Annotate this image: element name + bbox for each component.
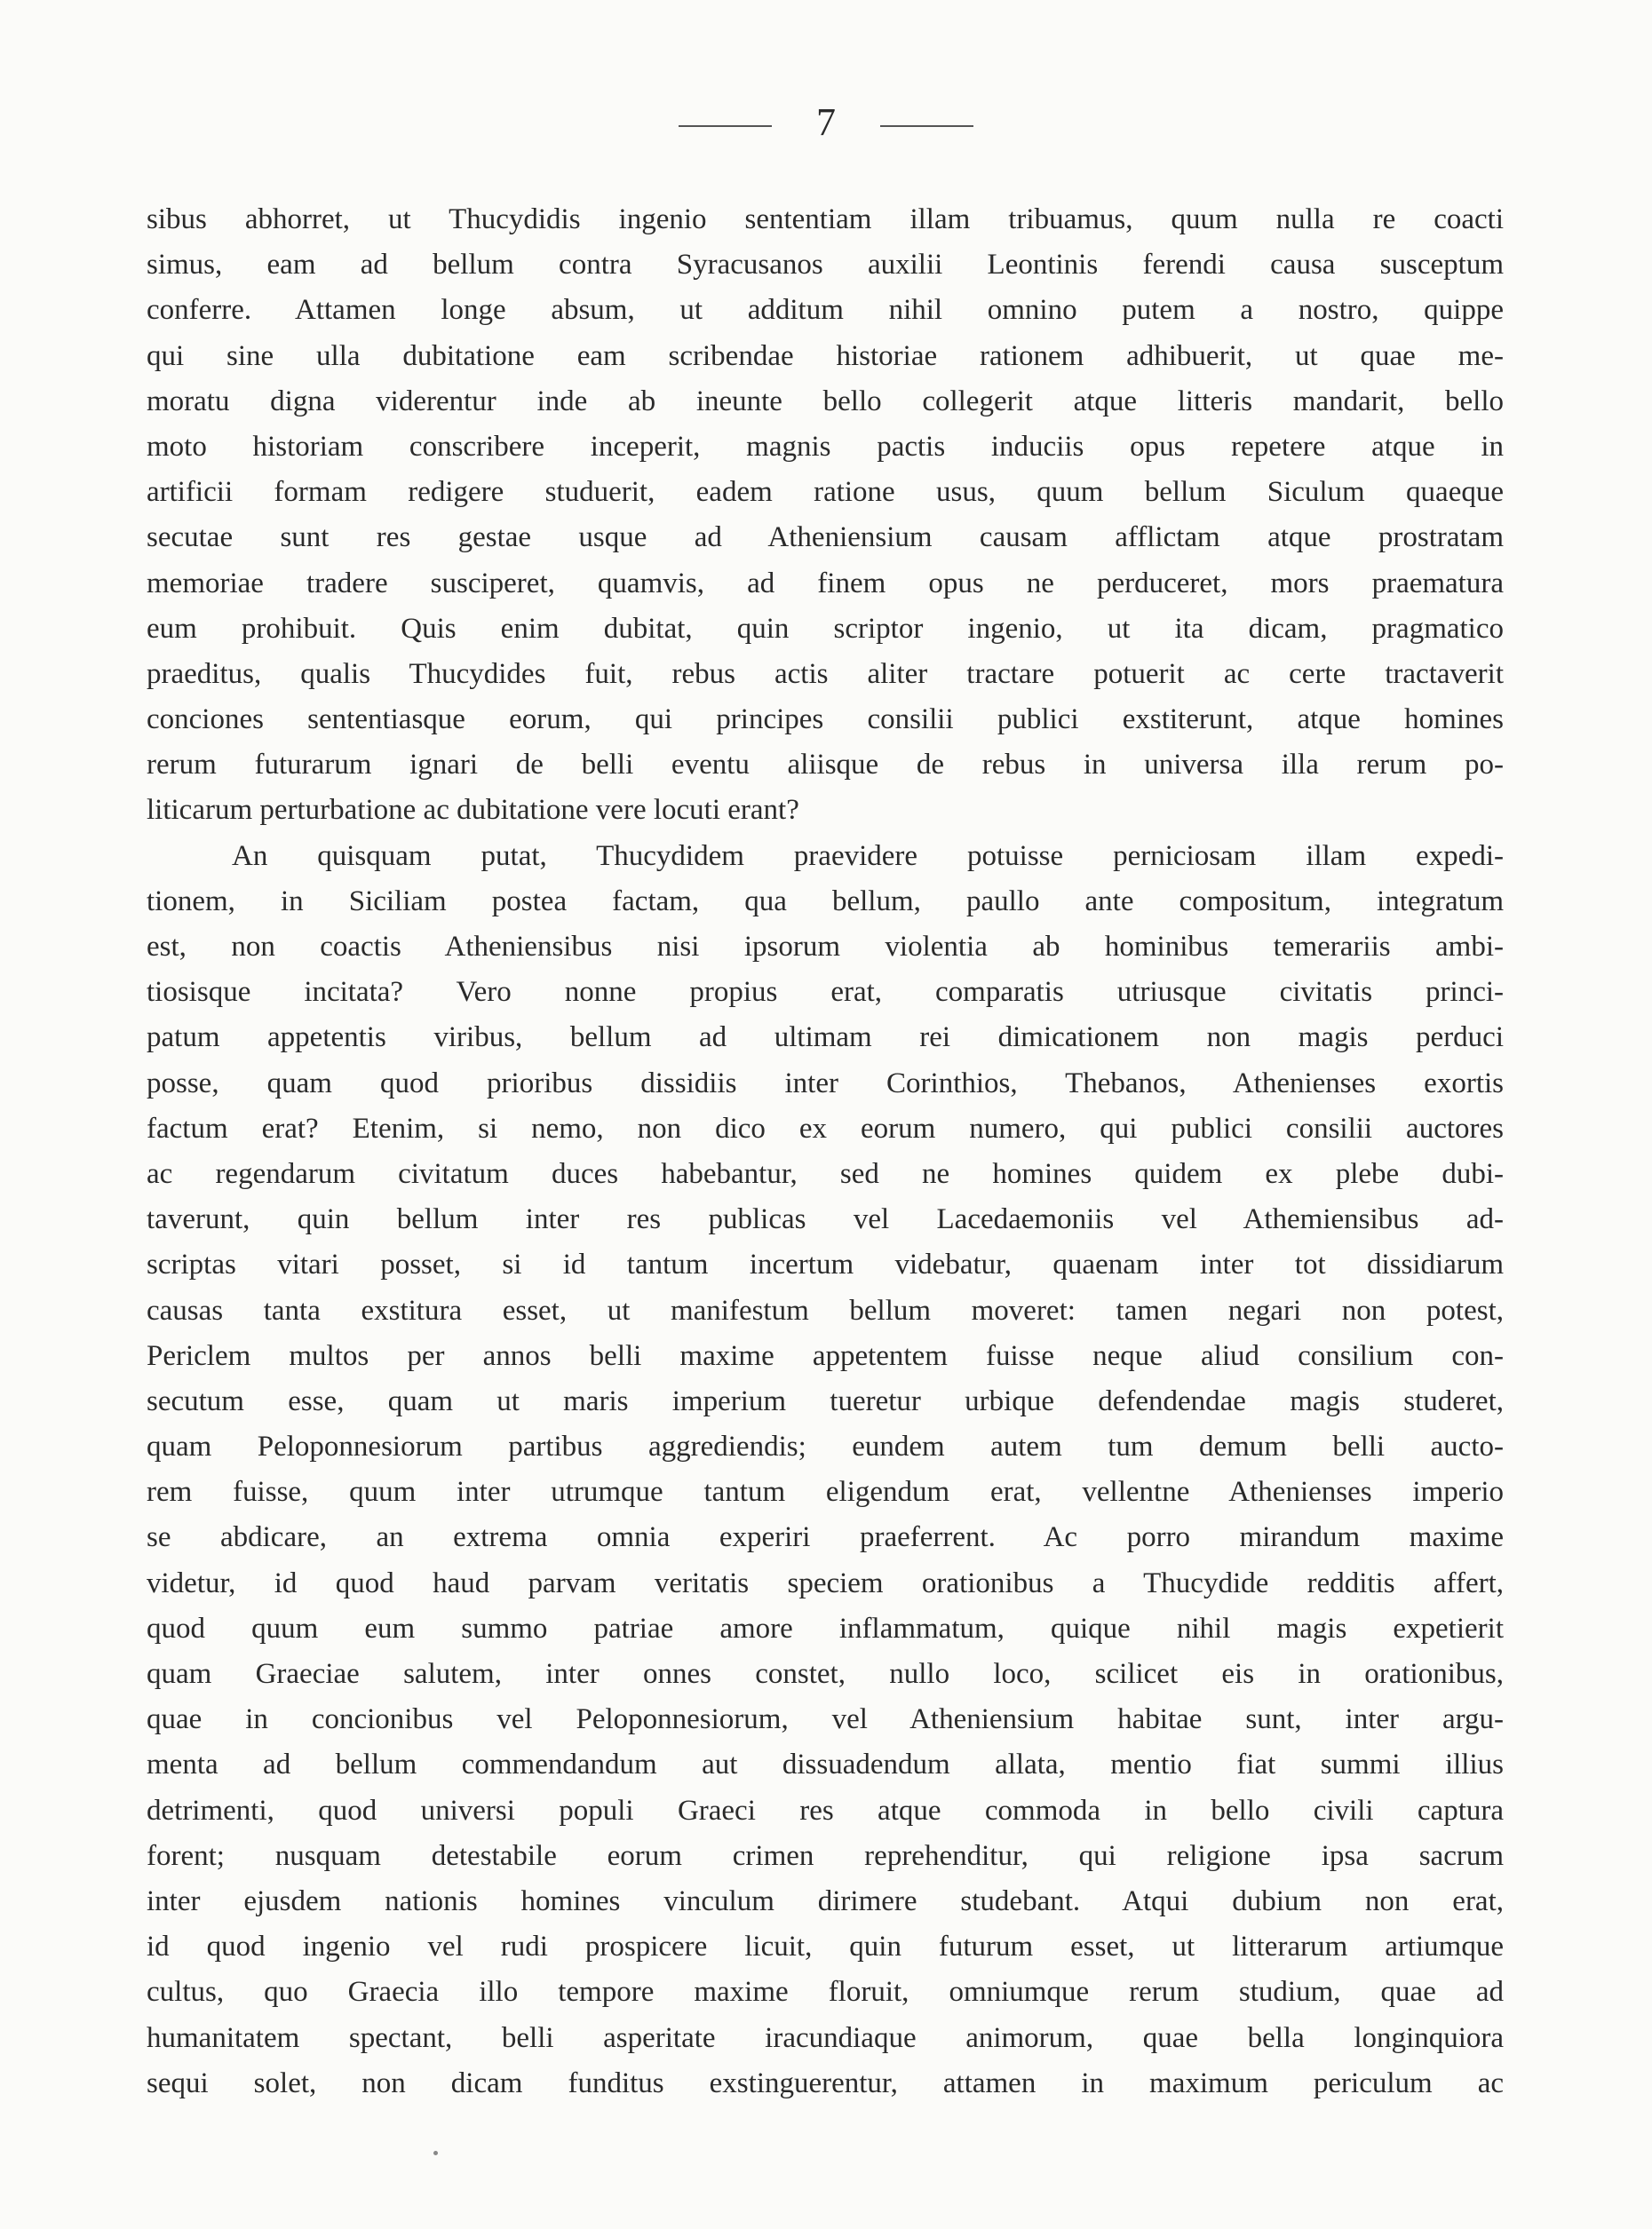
text-line: scriptas vitari posset, si id tantum incertum videbatur, quaenam inter tot dissidiarum: [147, 1249, 1504, 1281]
text-line: menta ad bellum commendandum aut dissuadendum allata, mentio fiat summi illius: [147, 1749, 1504, 1781]
text-line: secutae sunt res gestae usque ad Atheniensium causam afflictam atque prostratam: [147, 521, 1504, 554]
text-line: taverunt, quin bellum inter res publicas vel Lacedaemoniis vel Athemiensibus ad-: [147, 1203, 1504, 1236]
text-line: simus, eam ad bellum contra Syracusanos auxilii Leontinis ferendi causa susceptum: [147, 249, 1504, 282]
text-line: An quisquam putat, Thucydidem praevidere potuisse perniciosam illam expedi-: [232, 839, 1504, 872]
text-line: posse, quam quod prioribus dissidiis inter Corinthios, Thebanos, Athenienses exortis: [147, 1067, 1504, 1099]
text-line: est, non coactis Atheniensibus nisi ipsorum violentia ab hominibus temerariis ambi-: [147, 931, 1504, 963]
text-line: se abdicare, an extrema omnia experiri praeferrent. Ac porro mirandum maxime: [147, 1521, 1504, 1554]
text-line: Periclem multos per annos belli maxime appetentem fuisse neque aliud consilium con-: [147, 1339, 1504, 1372]
text-line: factum erat? Etenim, si nemo, non dico ex eorum numero, qui publici consilii auctores: [147, 1112, 1504, 1145]
body-text: [147, 197, 1504, 2106]
text-line: artificii formam redigere studuerit, eadem ratione usus, quum bellum Siculum quaeque: [147, 476, 1504, 509]
text-line: qui sine ulla dubitatione eam scribendae historiae rationem adhibuerit, ut quae me-: [147, 339, 1504, 372]
text-line: sibus abhorret, ut Thucydidis ingenio sententiam illam tribuamus, quum nulla re coacti: [147, 203, 1504, 235]
text-line: inter ejusdem nationis homines vinculum dirimere studebant. Atqui dubium non erat,: [147, 1884, 1504, 1917]
text-line: tionem, in Siciliam postea factam, qua bellum, paullo ante compositum, integratum: [147, 884, 1504, 917]
header-rule-right: [880, 125, 973, 127]
header-rule-left: [679, 125, 772, 127]
text-line: conciones sententiasque eorum, qui principes consilii publici exstiterunt, atque homines: [147, 703, 1504, 736]
text-line: quod quum eum summo patriae amore inflammatum, quique nihil magis expetierit: [147, 1612, 1504, 1645]
text-line: liticarum perturbatione ac dubitatione vere locuti erant?: [147, 794, 799, 827]
text-line: rerum futurarum ignari de belli eventu aliisque de rebus in universa illa rerum po-: [147, 749, 1504, 781]
text-line: quam Peloponnesiorum partibus aggrediendis; eundem autem tum demum belli aucto-: [147, 1431, 1504, 1464]
text-line: eum prohibuit. Quis enim dubitat, quin scriptor ingenio, ut ita dicam, pragmatico: [147, 612, 1504, 645]
print-speck: [433, 2151, 438, 2155]
text-line: moratu digna viderentur inde ab ineunte bello collegerit atque litteris mandarit, bello: [147, 385, 1504, 417]
text-line: id quod ingenio vel rudi prospicere licuit, quin futurum esset, ut litterarum artiumque: [147, 1931, 1504, 1963]
page-header: [0, 99, 1652, 145]
text-line: cultus, quo Graecia illo tempore maxime floruit, omniumque rerum studium, quae ad: [147, 1976, 1504, 2009]
text-line: quam Graeciae salutem, inter onnes constet, nullo loco, scilicet eis in orationibus,: [147, 1658, 1504, 1690]
text-line: rem fuisse, quum inter utrumque tantum eligendum erat, vellentne Athenienses imperio: [147, 1476, 1504, 1509]
text-line: patum appetentis viribus, bellum ad ultimam rei dimicationem non magis perduci: [147, 1021, 1504, 1054]
text-line: humanitatem spectant, belli asperitate iracundiaque animorum, quae bella longinquiora: [147, 2021, 1504, 2054]
text-line: detrimenti, quod universi populi Graeci res atque commoda in bello civili captura: [147, 1794, 1504, 1827]
text-line: conferre. Attamen longe absum, ut additum nihil omnino putem a nostro, quippe: [147, 294, 1504, 327]
text-line: moto historiam conscribere inceperit, magnis pactis induciis opus repetere atque in: [147, 430, 1504, 463]
text-line: quae in concionibus vel Peloponnesiorum, vel Atheniensium habitae sunt, inter argu-: [147, 1703, 1504, 1736]
text-line: forent; nusquam detestabile eorum crimen reprehenditur, qui religione ipsa sacrum: [147, 1839, 1504, 1872]
text-line: sequi solet, non dicam funditus exstinguerentur, attamen in maximum periculum ac: [147, 2066, 1504, 2099]
text-line: causas tanta exstitura esset, ut manifestum bellum moveret: tamen negari non potest,: [147, 1294, 1504, 1327]
text-line: ac regendarum civitatum duces habebantur, sed ne homines quidem ex plebe dubi-: [147, 1157, 1504, 1190]
text-line: praeditus, qualis Thucydides fuit, rebus actis aliter tractare potuerit ac certe tractaverit: [147, 657, 1504, 690]
text-line: memoriae tradere susciperet, quamvis, ad finem opus ne perduceret, mors praematura: [147, 567, 1504, 599]
text-line: videtur, id quod haud parvam veritatis speciem orationibus a Thucydide redditis affert,: [147, 1567, 1504, 1599]
text-line: secutum esse, quam ut maris imperium tueretur urbique defendendae magis studeret,: [147, 1384, 1504, 1417]
page-number: 7: [816, 100, 836, 144]
text-line: tiosisque incitata? Vero nonne propius erat, comparatis utriusque civitatis princi-: [147, 976, 1504, 1009]
